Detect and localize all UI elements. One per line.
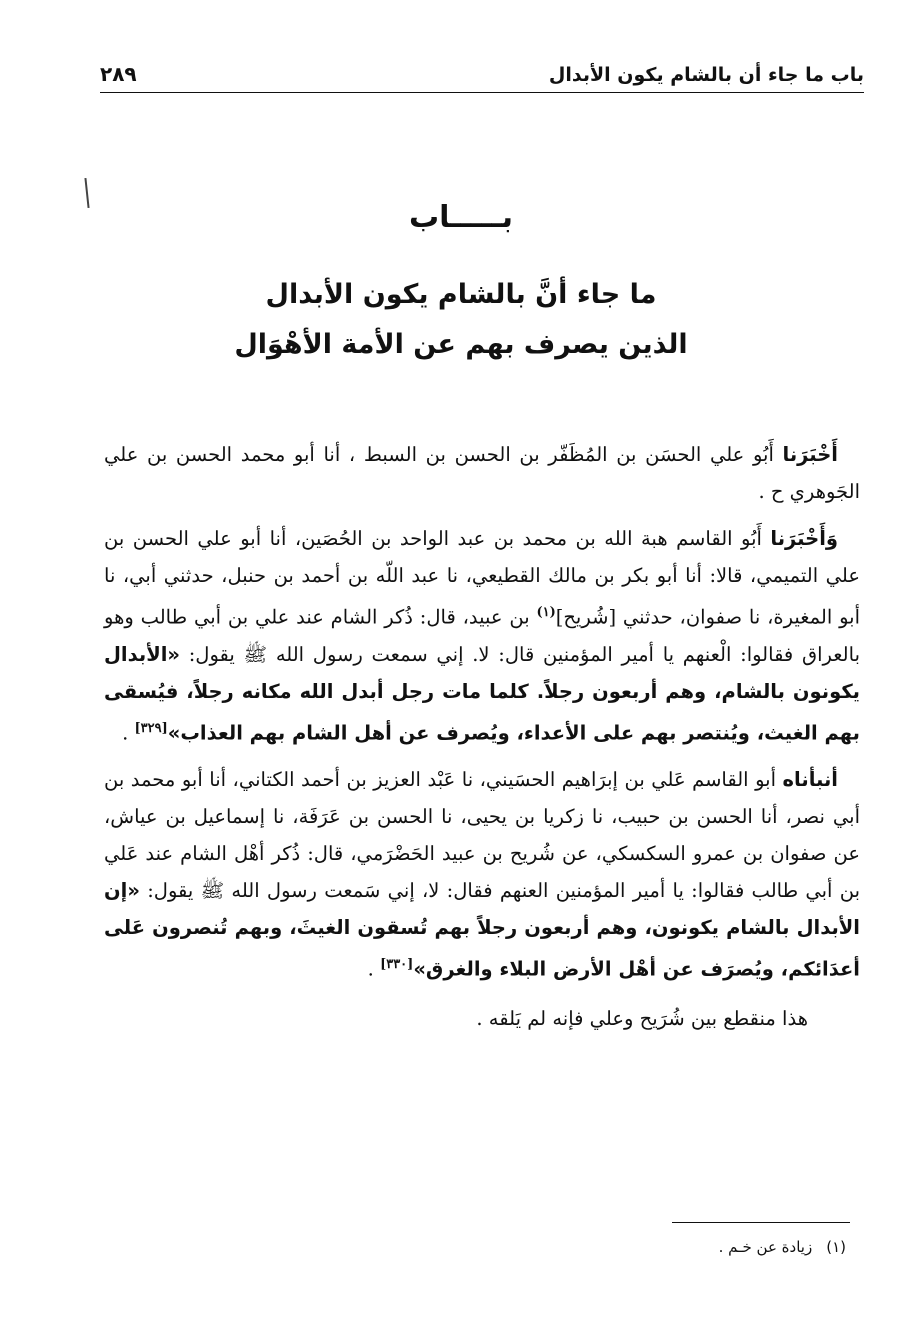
footnote-marker: (١) [536, 605, 556, 620]
paragraph-text: بن عبيد، قال: ذُكر الشام عند علي بن أبي طالب وهو بالعراق فقالوا: الْعنهم يا أمير المؤمنين قال: لا. إني سمعت رسول الله ﷺ يقول: [104, 605, 860, 666]
paragraph-lead: أنبأناه [782, 768, 838, 791]
footnote [719, 1238, 846, 1256]
chapter-title [120, 270, 802, 370]
paragraph-2 [104, 520, 860, 751]
page-number: ٢٨٩ [100, 62, 137, 86]
paragraph-text: أبو القاسم عَلي بن إبرَاهيم الحسَيني، نا عَبْد العزيز بن أحمد الكتاني، أنا أبو محمد بن أبي نصر، أنا الحسن بن حبيب، نا زكريا بن يحيى، نا الحسن بن عَرَفَة، نا إسماعيل بن عياش، عن صفوان بن عمرو السكسكي، عن شُريح بن عبيد الحَضْرَمي، قال: ذُكر أهْل الشام عند عَلي بن أبي طالب فقالوا: يا أمير المؤمنين العنهم فقال: لا، إني سَمعت رسول الله ﷺ يقول: [104, 768, 860, 902]
hadith-quote: «الأبدال يكونون بالشام، وهم أربعون رجلاً. كلما مات رجل أبدل الله مكانه رجلاً، فيُسقى بهم الغيث، ويُنتصر بهم على الأعداء، ويُصرف عن أهل الشام بهم العذاب» [104, 642, 860, 744]
chapter-title-line1: ما جاء أنَّ بالشام يكون الأبدال [265, 279, 657, 310]
running-header [100, 48, 864, 93]
body-text [104, 436, 860, 1037]
running-title: باب ما جاء أن بالشام يكون الأبدال [548, 64, 864, 86]
paragraph-end: . [367, 957, 381, 981]
paragraph-lead: وَأَخْبَرَنا [770, 527, 838, 550]
chapter-word: بـــــاب [409, 200, 513, 235]
paragraph-lead: أَخْبَرَنا [782, 443, 838, 466]
footnote-text: زيادة عن خـم . [718, 1238, 813, 1256]
paragraph-3 [104, 761, 860, 988]
paragraph-text: أَبُو علي الحسَن بن المُظَفّر بن الحسن بن السبط ، أنا أبو محمد الحسن بن علي الجَوهري ح . [104, 443, 860, 503]
closing-remark: هذا منقطع بين شُرَيح وعلي فإنه لم يَلقه . [476, 1006, 808, 1030]
footnote-number: (١) [826, 1238, 846, 1256]
paragraph-1 [104, 436, 860, 510]
hadith-ref: [٣٢٩] [134, 720, 168, 736]
paragraph-end: . [122, 721, 135, 744]
footnote-rule [672, 1222, 850, 1223]
hadith-quote: «إن الأبدال بالشام يكونون، وهم أربعون رجلاً بهم تُسقون الغيثَ، وبهم تُنصرون عَلى أعدَائكم، ويُصرَف عن أهْل الأرض البلاء والغرق» [104, 879, 860, 981]
chapter-title-line2: الذين يصرف بهم عن الأمة الأهْوَال [234, 329, 688, 360]
paragraph-text: أَبُو القاسم هبة الله بن محمد بن عبد الواحد بن الحُصَين، أنا أبو علي الحسن بن علي التميمي، قالا: أنا أبو بكر بن مالك القطيعي، نا عبد اللّه بن أحمد بن حنبل، حدثني أبي، نا أبو المغيرة، نا صفوان، حدثني [شُريح] [104, 527, 860, 629]
hadith-ref: [٣٣٠] [380, 957, 414, 972]
